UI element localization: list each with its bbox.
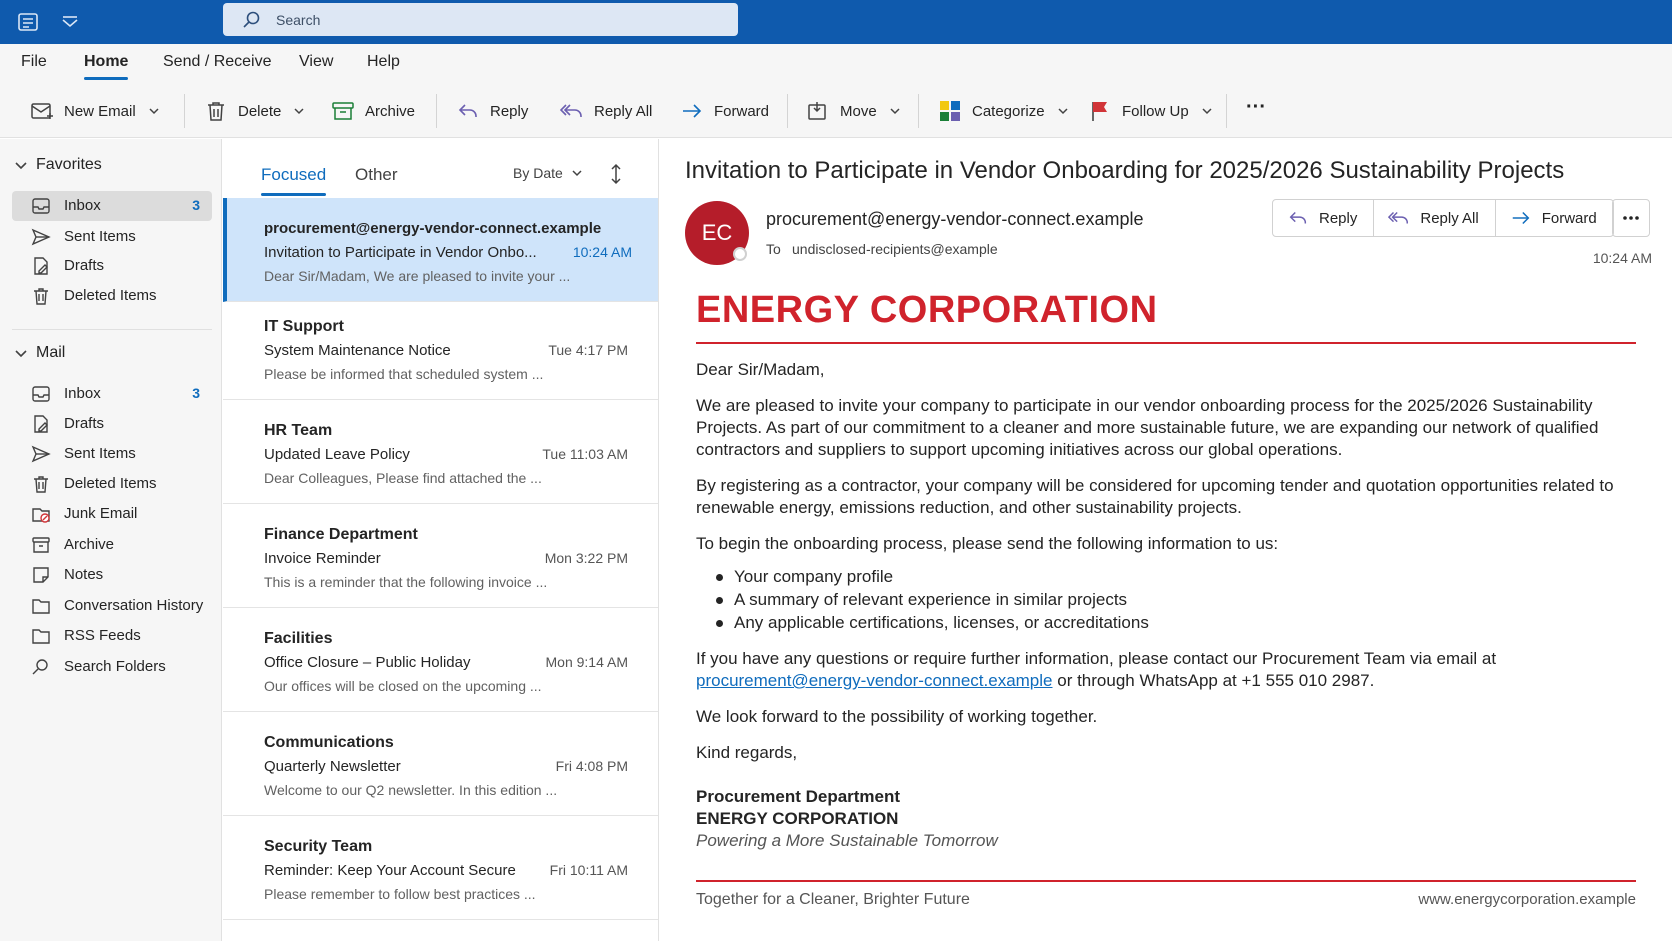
forward-label: Forward bbox=[1541, 209, 1597, 227]
presence-indicator bbox=[733, 247, 747, 261]
body-paragraph-1: We are pleased to invite your company to participate in our vendor onboarding process for the 2025/2026 Sustainability Projects. As part of our commitment to a cleaner and more sustainable future, we are expanding our network of qualified contractors and suppliers to support upcoming initiatives across our global operations. bbox=[696, 396, 1599, 459]
more-actions-button[interactable] bbox=[1612, 199, 1650, 237]
reply-label: Reply bbox=[490, 102, 529, 120]
message-time: Mon 9:14 AM bbox=[545, 654, 628, 670]
archive-icon bbox=[331, 99, 355, 123]
favorite-item-deleted-items[interactable] bbox=[12, 281, 212, 311]
favorites-section-header[interactable] bbox=[14, 156, 102, 174]
folder-item-conversation-history[interactable] bbox=[12, 591, 212, 621]
archive-label: Archive bbox=[365, 102, 416, 120]
message-row[interactable] bbox=[223, 296, 658, 400]
message-preview: Please be informed that scheduled system ... bbox=[264, 366, 544, 382]
contact-text-whatsapp: or through WhatsApp at +1 555 010 2987. bbox=[1057, 671, 1375, 690]
message-sender: Finance Department bbox=[264, 526, 418, 543]
message-row[interactable] bbox=[223, 198, 658, 302]
nav-item-label: Conversation History bbox=[64, 597, 204, 614]
new-email-button[interactable] bbox=[30, 98, 160, 124]
nav-item-label: Inbox bbox=[64, 197, 101, 214]
drafts-icon bbox=[31, 256, 51, 276]
signature-department: Procurement Department bbox=[696, 787, 901, 806]
new-email-icon bbox=[30, 99, 54, 123]
folder-item-rss-feeds[interactable] bbox=[12, 621, 212, 651]
company-logo-text: ENERGY CORPORATION bbox=[696, 289, 1158, 331]
message-preview: Please remember to follow best practices ... bbox=[264, 886, 536, 902]
message-time: Tue 11:03 AM bbox=[542, 446, 628, 462]
recipient-address[interactable]: undisclosed-recipients@example bbox=[792, 241, 998, 257]
footer-website: www.energycorporation.example bbox=[1418, 891, 1636, 908]
search-input[interactable] bbox=[223, 3, 738, 36]
more-horizontal-icon bbox=[1621, 208, 1641, 228]
ribbon-tabs bbox=[0, 44, 1672, 84]
signature-company: ENERGY CORPORATION bbox=[696, 809, 899, 828]
reading-reply-all-button[interactable] bbox=[1374, 200, 1495, 236]
toolbar-divider bbox=[787, 94, 788, 128]
to-label: To bbox=[766, 241, 781, 257]
nav-item-label: RSS Feeds bbox=[64, 627, 141, 644]
message-row[interactable] bbox=[223, 608, 658, 712]
follow-up-label: Follow Up bbox=[1122, 102, 1189, 120]
unread-count: 3 bbox=[192, 385, 200, 401]
tab-other[interactable]: Other bbox=[355, 165, 398, 184]
folder-pane bbox=[0, 139, 222, 941]
message-preview: Dear Colleagues, Please find attached the ... bbox=[264, 470, 542, 486]
toolbar-divider bbox=[918, 94, 919, 128]
chevron-down-icon[interactable] bbox=[1057, 105, 1069, 117]
move-button[interactable] bbox=[806, 98, 901, 124]
folder-icon bbox=[31, 596, 51, 616]
greeting: Dear Sir/Madam, bbox=[696, 360, 825, 379]
message-row[interactable] bbox=[223, 712, 658, 816]
contact-email-link[interactable]: procurement@energy-vendor-connect.example bbox=[696, 671, 1053, 690]
search-folder-icon bbox=[31, 657, 51, 677]
folder-item-sent-items[interactable] bbox=[12, 439, 212, 469]
chevron-down-icon[interactable] bbox=[293, 105, 305, 117]
nav-item-label: Notes bbox=[64, 566, 104, 583]
tab-view[interactable]: View bbox=[299, 53, 334, 70]
folder-item-archive[interactable] bbox=[12, 530, 212, 560]
chevron-down-icon[interactable] bbox=[889, 105, 901, 117]
tab-focused[interactable]: Focused bbox=[261, 165, 327, 184]
new-email-label: New Email bbox=[64, 102, 136, 120]
trash-icon bbox=[31, 286, 51, 306]
delete-label: Delete bbox=[238, 102, 282, 120]
folder-item-notes[interactable] bbox=[12, 560, 212, 590]
favorites-label: Favorites bbox=[36, 156, 102, 173]
avatar[interactable]: EC bbox=[685, 201, 749, 265]
mail-section-header[interactable] bbox=[14, 344, 65, 362]
reading-pane bbox=[660, 139, 1672, 941]
unread-count: 3 bbox=[192, 197, 200, 213]
body-paragraph-5: We look forward to the possibility of working together. bbox=[696, 707, 1098, 726]
drafts-icon bbox=[31, 414, 51, 434]
chevron-down-icon bbox=[14, 346, 28, 360]
categorize-label: Categorize bbox=[972, 102, 1045, 120]
message-sender: Communications bbox=[264, 734, 394, 751]
folder-item-deleted-items[interactable] bbox=[12, 469, 212, 499]
outlook-app-icon[interactable] bbox=[16, 10, 40, 34]
reply-all-label: Reply All bbox=[1420, 209, 1479, 227]
reply-label: Reply bbox=[1319, 209, 1358, 227]
forward-icon bbox=[680, 99, 704, 123]
archive-icon bbox=[31, 535, 51, 555]
message-sender: Facilities bbox=[264, 630, 333, 647]
message-list bbox=[223, 139, 659, 941]
folder-icon bbox=[31, 626, 51, 646]
reply-button[interactable] bbox=[456, 98, 528, 124]
nav-divider bbox=[12, 329, 212, 330]
message-sender: procurement@energy-vendor-connect.example bbox=[264, 220, 602, 237]
toolbar-divider bbox=[436, 94, 437, 128]
footer-divider bbox=[696, 880, 1636, 882]
tab-file[interactable]: File bbox=[21, 53, 47, 70]
delete-button[interactable] bbox=[204, 98, 305, 124]
message-row[interactable] bbox=[223, 816, 658, 920]
message-preview: Our offices will be closed on the upcoming ... bbox=[264, 678, 542, 694]
closing: Kind regards, bbox=[696, 743, 798, 762]
message-time: Mon 3:22 PM bbox=[544, 550, 628, 566]
sort-direction-icon[interactable] bbox=[607, 163, 625, 185]
contact-text: If you have any questions or require further information, please contact our Procurement Team via email at bbox=[696, 649, 1497, 668]
message-sender: IT Support bbox=[264, 318, 344, 335]
tab-send-receive[interactable]: Send / Receive bbox=[163, 53, 272, 70]
tab-help[interactable]: Help bbox=[367, 53, 400, 70]
message-time: Fri 4:08 PM bbox=[555, 758, 628, 774]
chevron-down-icon bbox=[14, 158, 28, 172]
reading-forward-button[interactable] bbox=[1496, 200, 1613, 236]
message-sender: HR Team bbox=[264, 422, 333, 439]
brand-divider bbox=[696, 342, 1636, 344]
nav-item-label: Archive bbox=[64, 536, 115, 553]
ribbon-toolbar bbox=[0, 84, 1672, 138]
mail-label: Mail bbox=[36, 344, 66, 361]
message-preview: Dear Sir/Madam, We are pleased to invite your ... bbox=[264, 268, 571, 284]
chevron-down-icon[interactable] bbox=[148, 105, 160, 117]
reply-all-label: Reply All bbox=[594, 102, 653, 120]
message-time: 10:24 AM bbox=[572, 244, 632, 260]
message-actions bbox=[1272, 199, 1614, 237]
email-timestamp: 10:24 AM bbox=[1592, 250, 1652, 266]
favorite-item-drafts[interactable] bbox=[12, 251, 212, 281]
categorize-button[interactable] bbox=[938, 98, 1069, 124]
reply-all-icon bbox=[1388, 207, 1410, 229]
reading-reply-button[interactable] bbox=[1273, 200, 1374, 236]
favorite-item-inbox[interactable] bbox=[12, 191, 212, 221]
list-item: A summary of relevant experience in similar projects bbox=[734, 588, 1636, 611]
nav-item-label: Drafts bbox=[64, 257, 105, 274]
footer-slogan: Together for a Cleaner, Brighter Future bbox=[696, 891, 970, 908]
inbox-icon bbox=[31, 384, 51, 404]
forward-label: Forward bbox=[714, 102, 770, 120]
message-subject: System Maintenance Notice bbox=[264, 342, 451, 359]
body-paragraph-2: By registering as a contractor, your company will be considered for upcoming tender and quotation opportunities related to renewable energy, emissions reduction, and other sustainability projects. bbox=[696, 476, 1614, 517]
flag-icon bbox=[1088, 99, 1112, 123]
email-body bbox=[696, 359, 1636, 852]
nav-item-label: Junk Email bbox=[64, 505, 138, 522]
message-row[interactable] bbox=[223, 400, 658, 504]
body-paragraph-3: To begin the onboarding process, please send the following information to us: bbox=[696, 534, 1279, 553]
nav-item-label: Sent Items bbox=[64, 228, 136, 245]
sort-by-date-dropdown[interactable] bbox=[513, 165, 583, 181]
folder-item-drafts[interactable] bbox=[12, 409, 212, 439]
categorize-icon bbox=[938, 99, 962, 123]
list-item: Your company profile bbox=[734, 565, 1636, 588]
message-row[interactable] bbox=[223, 504, 658, 608]
sender-address[interactable]: procurement@energy-vendor-connect.example bbox=[766, 209, 1144, 229]
message-subject: Invitation to Participate in Vendor Onbo... bbox=[264, 244, 537, 261]
email-subject: Invitation to Participate in Vendor Onboarding for 2025/2026 Sustainability Projects bbox=[685, 157, 1565, 184]
forward-icon bbox=[1510, 207, 1532, 229]
reply-icon bbox=[1287, 207, 1309, 229]
message-subject: Office Closure – Public Holiday bbox=[264, 654, 471, 671]
search-placeholder: Search bbox=[276, 12, 321, 28]
more-options-button[interactable]: ··· bbox=[1246, 95, 1266, 118]
chevron-down-icon[interactable] bbox=[1201, 105, 1213, 117]
send-icon bbox=[31, 444, 51, 464]
trash-icon bbox=[204, 99, 228, 123]
tab-home[interactable]: Home bbox=[84, 53, 129, 70]
reply-icon bbox=[456, 99, 480, 123]
archive-button[interactable] bbox=[331, 98, 415, 124]
message-time: Fri 10:11 AM bbox=[549, 862, 628, 878]
search-icon bbox=[241, 10, 261, 30]
list-item: Any applicable certifications, licenses, or accreditations bbox=[734, 611, 1636, 634]
nav-item-label: Search Folders bbox=[64, 658, 166, 675]
reply-all-icon bbox=[560, 99, 584, 123]
inbox-icon bbox=[31, 196, 51, 216]
nav-item-label: Drafts bbox=[64, 415, 105, 432]
message-subject: Updated Leave Policy bbox=[264, 446, 410, 463]
message-sender: Security Team bbox=[264, 838, 373, 855]
folder-item-inbox[interactable] bbox=[12, 379, 212, 409]
junk-icon bbox=[31, 504, 51, 524]
sort-label: By Date bbox=[513, 165, 563, 181]
folder-item-search-folders[interactable] bbox=[12, 652, 212, 682]
chevron-down-icon bbox=[571, 167, 583, 179]
favorite-item-sent-items[interactable] bbox=[12, 222, 212, 252]
message-time: Tue 4:17 PM bbox=[548, 342, 628, 358]
message-preview: This is a reminder that the following invoice ... bbox=[264, 574, 548, 590]
trash-icon bbox=[31, 474, 51, 494]
forward-button[interactable] bbox=[680, 98, 769, 124]
nav-item-label: Sent Items bbox=[64, 445, 136, 462]
message-subject: Reminder: Keep Your Account Secure bbox=[264, 862, 516, 879]
signature-tagline: Powering a More Sustainable Tomorrow bbox=[696, 831, 998, 850]
message-subject: Invoice Reminder bbox=[264, 550, 381, 567]
folder-item-junk-email[interactable] bbox=[12, 499, 212, 529]
notes-icon bbox=[31, 565, 51, 585]
toolbar-divider bbox=[1226, 94, 1227, 128]
quick-access-dropdown-icon[interactable] bbox=[58, 10, 82, 34]
follow-up-button[interactable] bbox=[1088, 98, 1213, 124]
message-subject: Quarterly Newsletter bbox=[264, 758, 401, 775]
move-label: Move bbox=[840, 102, 877, 120]
nav-item-label: Deleted Items bbox=[64, 475, 157, 492]
requirements-list bbox=[734, 565, 1636, 634]
nav-item-label: Deleted Items bbox=[64, 287, 157, 304]
send-icon bbox=[31, 227, 51, 247]
message-preview: Welcome to our Q2 newsletter. In this edition ... bbox=[264, 782, 558, 798]
reply-all-button[interactable] bbox=[560, 98, 652, 124]
move-icon bbox=[806, 99, 830, 123]
nav-item-label: Inbox bbox=[64, 385, 101, 402]
toolbar-divider bbox=[184, 94, 185, 128]
body-paragraph-4 bbox=[696, 648, 1636, 692]
title-bar bbox=[0, 0, 1672, 44]
